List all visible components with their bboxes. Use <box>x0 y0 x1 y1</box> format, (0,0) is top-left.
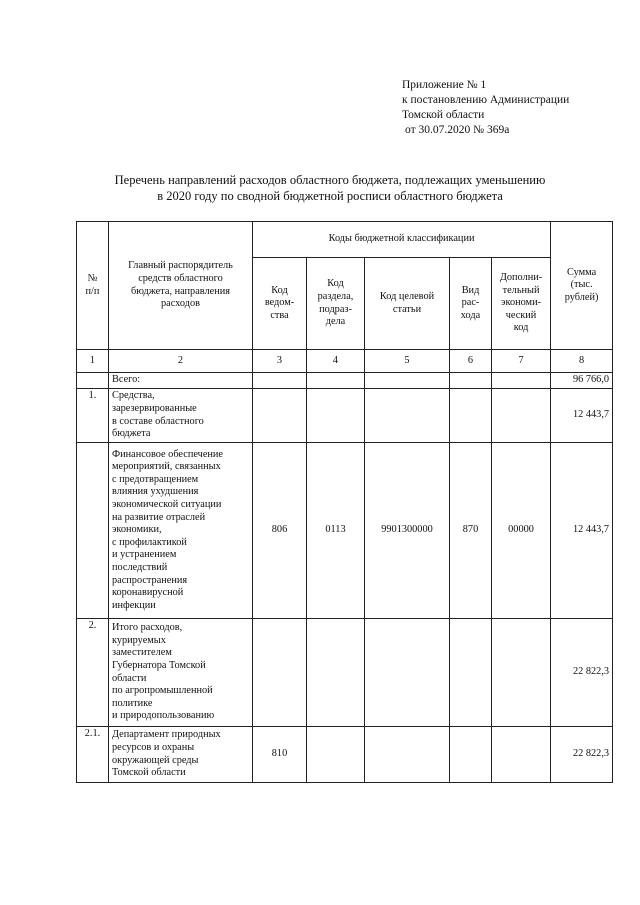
header-sum: Сумма (тыс. рублей) <box>551 222 613 350</box>
appendix-line-3: Томской области <box>402 109 485 121</box>
header-expense-type: Вид рас- хода <box>450 258 492 350</box>
row-section <box>307 619 365 727</box>
row-name: Итого расходов, курируемых заместителем Губернатора Томской области по агропромышленной политике и природопользованию <box>109 619 253 727</box>
appendix-line-2: к постановлению Администрации <box>402 94 570 106</box>
row-target <box>365 619 450 727</box>
total-sum: 96 766,0 <box>551 373 613 389</box>
title-line-1: Перечень направлений расходов областного бюджета, подлежащих уменьшению <box>114 173 546 187</box>
column-number: 4 <box>307 350 365 373</box>
header-num: № п/п <box>77 222 109 350</box>
row-section <box>307 389 365 443</box>
column-numbers-row <box>77 350 613 373</box>
header-manager: Главный распорядитель средств областного бюджета, направления расходов <box>109 222 253 350</box>
row-dept: 810 <box>253 727 307 783</box>
row-num: 2.1. <box>77 727 109 783</box>
row-target <box>365 727 450 783</box>
column-number: 1 <box>77 350 109 373</box>
header-row-1 <box>77 222 613 258</box>
row-name: Финансовое обеспечение мероприятий, связанных с предотвращением влияния ухудшения экономической ситуации на развитие отраслей экономики, с профилактикой и устранением последствий распространения коронавирусной инфекции <box>109 443 253 619</box>
row-sum: 22 822,3 <box>551 619 613 727</box>
document-title <box>60 172 600 204</box>
row-sum: 22 822,3 <box>551 727 613 783</box>
table-row <box>77 727 613 783</box>
column-number: 7 <box>492 350 551 373</box>
header-codes-group: Коды бюджетной классификации <box>253 222 551 258</box>
column-number: 6 <box>450 350 492 373</box>
row-target: 9901300000 <box>365 443 450 619</box>
row-type <box>450 727 492 783</box>
column-number: 5 <box>365 350 450 373</box>
row-type <box>450 619 492 727</box>
total-row <box>77 373 613 389</box>
column-number: 3 <box>253 350 307 373</box>
total-num-cell <box>77 373 109 389</box>
row-econ: 00000 <box>492 443 551 619</box>
row-dept <box>253 619 307 727</box>
row-name: Средства, зарезервированные в составе областного бюджета <box>109 389 253 443</box>
title-line-2: в 2020 году по сводной бюджетной росписи областного бюджета <box>157 189 503 203</box>
row-econ <box>492 389 551 443</box>
budget-table <box>76 221 613 783</box>
row-target <box>365 389 450 443</box>
header-target-code: Код целевой статьи <box>365 258 450 350</box>
header-dept-code: Код ведом- ства <box>253 258 307 350</box>
appendix-block <box>402 78 632 138</box>
column-number: 8 <box>551 350 613 373</box>
header-section-code: Код раздела, подраз- дела <box>307 258 365 350</box>
row-section: 0113 <box>307 443 365 619</box>
row-dept <box>253 389 307 443</box>
row-num: 1. <box>77 389 109 443</box>
row-num <box>77 443 109 619</box>
header-econ-code: Дополни- тельный экономи- ческий код <box>492 258 551 350</box>
row-econ <box>492 619 551 727</box>
total-label: Всего: <box>109 373 253 389</box>
table-row <box>77 619 613 727</box>
appendix-line-1: Приложение № 1 <box>402 79 487 91</box>
row-num: 2. <box>77 619 109 727</box>
table-row <box>77 443 613 619</box>
row-sum: 12 443,7 <box>551 443 613 619</box>
row-name: Департамент природных ресурсов и охраны окружающей среды Томской области <box>109 727 253 783</box>
appendix-line-4: от 30.07.2020 № 369а <box>405 124 510 136</box>
row-dept: 806 <box>253 443 307 619</box>
row-econ <box>492 727 551 783</box>
row-section <box>307 727 365 783</box>
column-number: 2 <box>109 350 253 373</box>
row-type: 870 <box>450 443 492 619</box>
row-type <box>450 389 492 443</box>
row-sum: 12 443,7 <box>551 389 613 443</box>
table-row <box>77 389 613 443</box>
